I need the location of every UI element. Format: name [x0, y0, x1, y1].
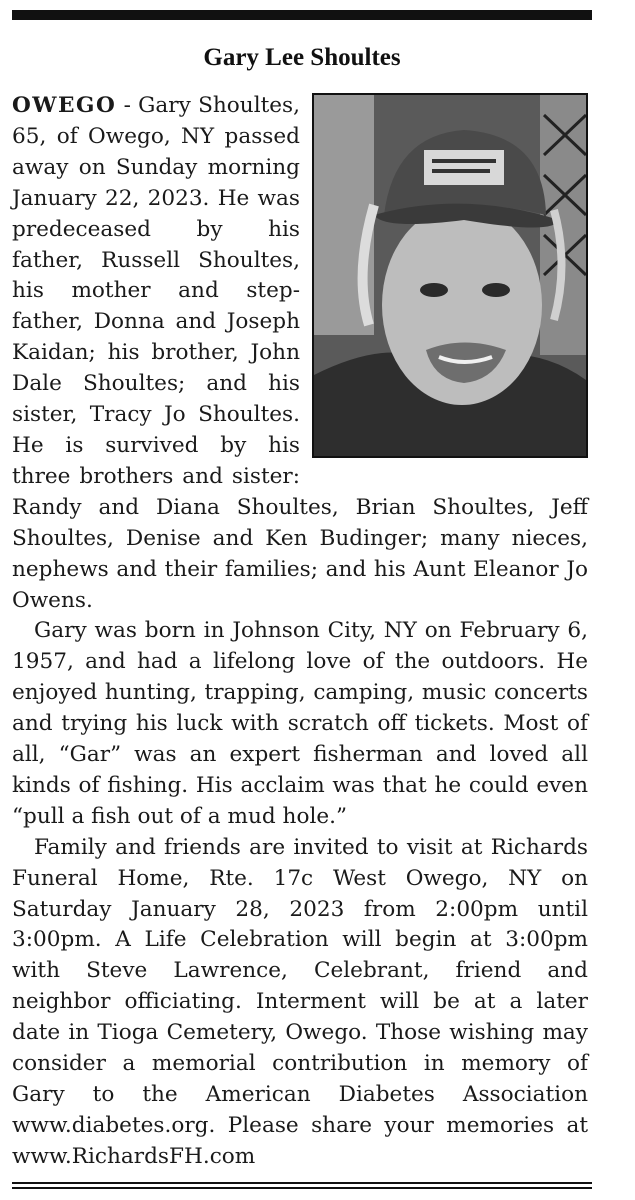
paragraph-3: Family and friends are invited to visit at Richards Funeral Home, Rte. 17c West Owego, NY on Saturday January 28, 2023 from 2:00pm until 3:00pm. A Life Celebration will begin at 3:00pm with Steve Lawrence, Celebrant, friend and neighbor officiating. Interment will be at a later date in Tioga Cemetery, Owego. Those wishing may consider a memorial contribution in memory of Gary to the American Diabetes Association www.diabetes.org. Please share your memories at www.RichardsFH.com: [12, 834, 588, 1169]
bottom-rule: [12, 1182, 592, 1184]
dateline: OWEGO: [12, 93, 117, 118]
top-rule: [12, 10, 592, 20]
paragraph-2: Gary was born in Johnson City, NY on February 6, 1957, and had a lifelong love of the outdoors. He enjoyed hunting, trapping, camping, music concerts and trying his luck with scratch off tickets. Most of all, “Gar” was an expert fisherman and loved all kinds of fishing. His acclaim was that he could even “pull a fish out of a mud hole.”: [12, 618, 588, 829]
obituary-title: Gary Lee Shoultes: [203, 44, 401, 71]
bottom-rule: [12, 1187, 592, 1189]
portrait-photo: [312, 93, 588, 458]
paragraph-1: - Gary Shoultes, 65, of Owego, NY passed away on Sunday morning January 22, 2023. He was predeceased by his father, Russell Shoultes, his mother and step-father, Donna and Joseph Kaidan; his brother, John Dale Shoultes; and his sister, Tracy Jo Shoultes. He is survived by his three brothers and sister: Randy and Diana Shoultes, Brian Shoultes, Jeff Shoultes, Denise and Ken Budinger; many nieces, nephews and their families; and his Aunt Eleanor Jo Owens.: [12, 93, 588, 613]
obituary-body: [12, 91, 588, 1173]
